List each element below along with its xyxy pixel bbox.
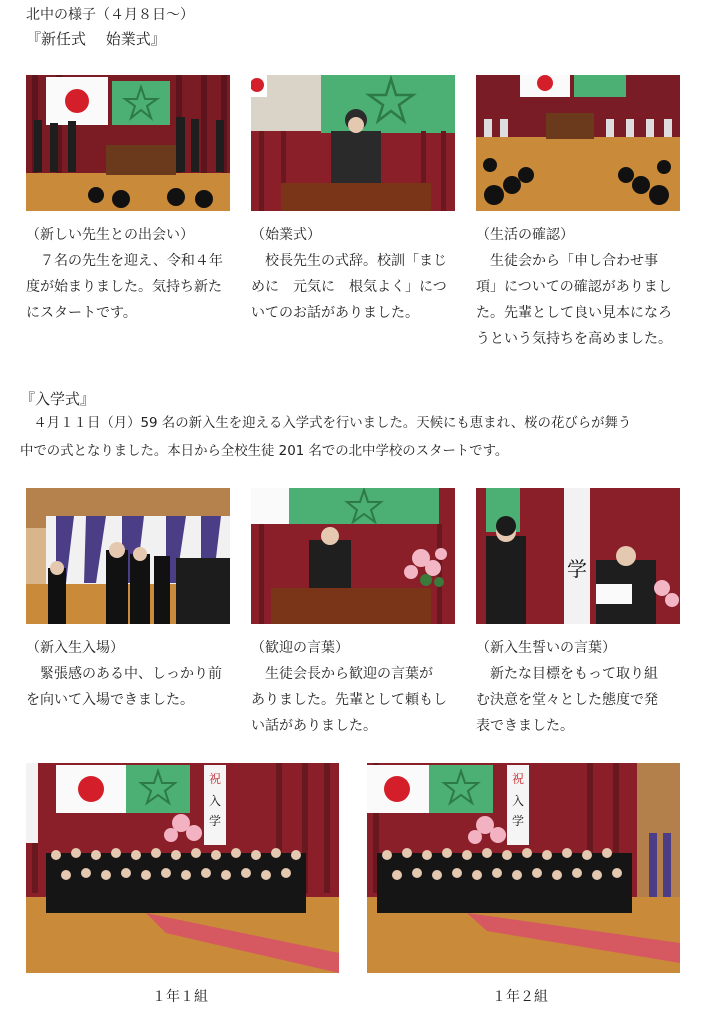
banner-char: 祝 [511,772,525,786]
caption-title: （新入生誓いの言葉） [476,640,616,656]
photo-entrance-march [26,488,230,624]
caption-title: （新しい先生との出会い） [26,227,194,243]
caption-line: ありました。先輩として頼もし [251,692,447,708]
group-label-1-1: １年１組 [152,989,208,1005]
photo-new-teachers [26,75,230,211]
svg-text:学: 学 [567,557,587,581]
photo-welcome-speech [251,488,455,624]
photo-class-1-1 [26,763,339,973]
photo-class-1-2 [367,763,680,973]
caption-line: にスタートです。 [26,305,137,321]
entrance-summary [20,410,700,466]
caption-line: 度が始まりました。気持ち新た [26,279,222,295]
caption-pledge [476,635,696,739]
photo-opening-ceremony [251,75,455,211]
page-title: 北中の様子（４月８日〜） [26,7,194,23]
caption-title: （新入生入場） [26,640,124,656]
caption-line: うという気持ちを高めました。 [476,331,672,347]
banner-char: 入 [511,794,525,808]
caption-title: （生活の確認） [476,227,574,243]
summary-line: ４月１１日（月）59 名の新入生を迎える入学式を行いました。天候にも恵まれ、桜の花びらが舞う [20,416,632,431]
caption-opening-ceremony [251,222,461,326]
caption-line: 項」についての確認がありまし [476,279,672,295]
caption-line: 表できました。 [476,718,574,734]
section-heading-entrance: 『入学式』 [20,390,96,408]
caption-line: む決意を堂々とした態度で発 [476,692,658,708]
caption-line: ７名の先生を迎え、令和４年 [26,253,223,269]
banner-char: 祝 [208,772,222,786]
caption-line: を向いて入場できました。 [26,692,194,708]
section-heading-ceremony: 『新任式 始業式』 [26,30,166,48]
caption-line: た。先輩として良い見本になろ [476,305,672,321]
caption-line: い話がありました。 [251,718,377,734]
caption-title: （始業式） [251,227,321,243]
photo-life-rules [476,75,680,211]
caption-line: 生徒会長から歓迎の言葉が [251,666,433,682]
photo-pledge [476,488,680,624]
banner-char: 学 [511,814,525,828]
banner-char: 入 [208,794,222,808]
caption-line: 新たな目標をもって取り組 [476,666,658,682]
summary-line: 中での式となりました。本日から全校生徒 201 名での北中学校のスタートです。 [20,444,509,459]
caption-welcome-speech [251,635,466,739]
caption-line: めに 元気に 根気よく」につ [251,279,447,295]
caption-entrance-march [26,635,241,713]
caption-line: 緊張感のある中、しっかり前 [26,666,222,682]
caption-line: 校長先生の式辞。校訓「まじ [251,253,447,269]
banner-char: 学 [208,814,222,828]
group-label-1-2: １年２組 [492,989,548,1005]
caption-new-teachers [26,222,236,326]
caption-life-rules [476,222,696,352]
caption-line: いてのお話がありました。 [251,305,419,321]
caption-title: （歓迎の言葉） [251,640,349,656]
caption-line: 生徒会から「申し合わせ事 [476,253,658,269]
